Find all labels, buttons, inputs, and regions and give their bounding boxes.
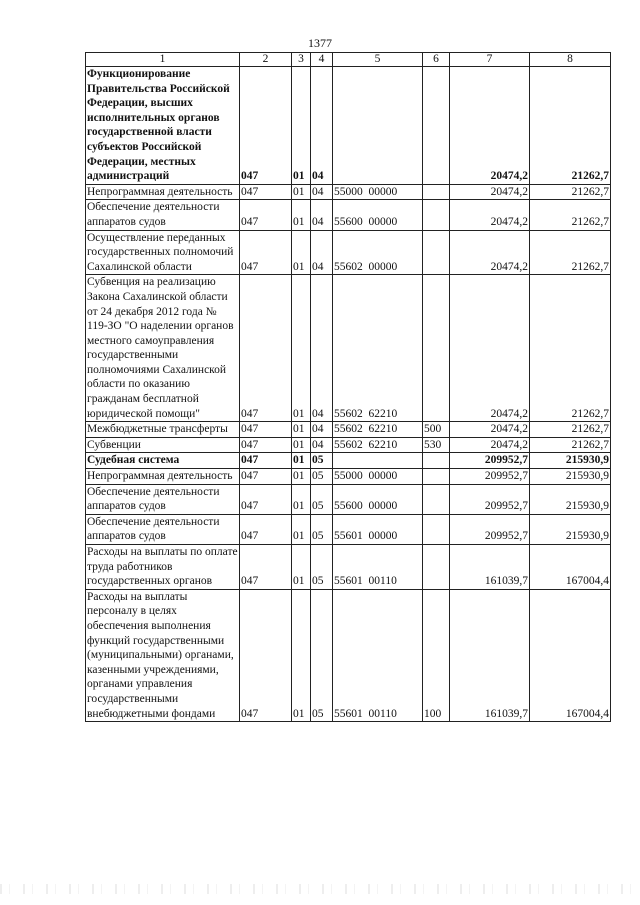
cell-v7: 209952,7 <box>450 514 530 544</box>
cell-csr: 55600 00000 <box>333 200 423 230</box>
column-header: 8 <box>530 53 611 67</box>
cell-vr: 100 <box>423 589 450 721</box>
cell-v8: 21262,7 <box>530 200 611 230</box>
cell-v7: 20474,2 <box>450 422 530 438</box>
cell-csr: 55602 00000 <box>333 230 423 275</box>
cell-v7: 209952,7 <box>450 469 530 485</box>
cell-v7: 161039,7 <box>450 545 530 590</box>
cell-v8: 21262,7 <box>530 422 611 438</box>
cell-pr: 05 <box>311 514 333 544</box>
cell-rz: 01 <box>292 230 311 275</box>
cell-gr: 047 <box>240 437 292 453</box>
cell-v7: 209952,7 <box>450 453 530 469</box>
cell-gr: 047 <box>240 514 292 544</box>
cell-name: Осуществление переданных государственных полномочий Сахалинской области <box>86 230 240 275</box>
cell-gr: 047 <box>240 200 292 230</box>
cell-name: Субвенции <box>86 437 240 453</box>
cell-v8: 21262,7 <box>530 67 611 185</box>
cell-v7: 20474,2 <box>450 275 530 422</box>
cell-name: Непрограммная деятельность <box>86 184 240 200</box>
cell-v8: 167004,4 <box>530 545 611 590</box>
cell-v7: 209952,7 <box>450 484 530 514</box>
cell-v8: 215930,9 <box>530 469 611 485</box>
table-row <box>86 230 611 275</box>
cell-pr: 05 <box>311 453 333 469</box>
table-row <box>86 184 611 200</box>
cell-pr: 04 <box>311 275 333 422</box>
cell-name: Обеспечение деятельности аппаратов судов <box>86 484 240 514</box>
cell-rz: 01 <box>292 200 311 230</box>
cell-rz: 01 <box>292 484 311 514</box>
cell-v8: 21262,7 <box>530 275 611 422</box>
table-row <box>86 422 611 438</box>
cell-v8: 167004,4 <box>530 589 611 721</box>
header-row <box>86 53 611 67</box>
cell-gr: 047 <box>240 184 292 200</box>
table-row <box>86 453 611 469</box>
cell-name: Функционирование Правительства Российской Федерации, высших исполнительных органов государственной власти субъектов Российской Федерации, местных администраций <box>86 67 240 185</box>
cell-pr: 04 <box>311 67 333 185</box>
cell-gr: 047 <box>240 67 292 185</box>
cell-name: Обеспечение деятельности аппаратов судов <box>86 514 240 544</box>
cell-csr <box>333 453 423 469</box>
table-row <box>86 200 611 230</box>
column-header: 6 <box>423 53 450 67</box>
cell-pr: 05 <box>311 589 333 721</box>
cell-gr: 047 <box>240 275 292 422</box>
column-header: 1 <box>86 53 240 67</box>
cell-pr: 04 <box>311 200 333 230</box>
cell-v7: 20474,2 <box>450 437 530 453</box>
cell-csr: 55601 00000 <box>333 514 423 544</box>
cell-name: Расходы на выплаты персоналу в целях обеспечения выполнения функций государственными (муниципальными) органами, казенными учреждениями, органами управления государственными внебюджетными фондами <box>86 589 240 721</box>
cell-v8: 21262,7 <box>530 437 611 453</box>
scan-artifact <box>0 884 640 894</box>
cell-csr: 55600 00000 <box>333 484 423 514</box>
cell-gr: 047 <box>240 469 292 485</box>
cell-vr <box>423 484 450 514</box>
cell-rz: 01 <box>292 422 311 438</box>
cell-rz: 01 <box>292 275 311 422</box>
cell-v7: 20474,2 <box>450 200 530 230</box>
cell-pr: 04 <box>311 230 333 275</box>
cell-name: Субвенция на реализацию Закона Сахалинской области от 24 декабря 2012 года № 119-ЗО "О наделении органов местного самоуправления государственными полномочиями Сахалинской области по оказанию гражданам бесплатной юридической помощи" <box>86 275 240 422</box>
cell-pr: 04 <box>311 437 333 453</box>
cell-rz: 01 <box>292 184 311 200</box>
cell-pr: 05 <box>311 469 333 485</box>
cell-vr <box>423 184 450 200</box>
table-row <box>86 275 611 422</box>
cell-gr: 047 <box>240 422 292 438</box>
cell-vr: 500 <box>423 422 450 438</box>
table-row <box>86 484 611 514</box>
cell-csr: 55602 62210 <box>333 275 423 422</box>
cell-v8: 21262,7 <box>530 184 611 200</box>
cell-vr <box>423 545 450 590</box>
cell-csr: 55602 62210 <box>333 422 423 438</box>
table-row <box>86 67 611 185</box>
cell-v7: 161039,7 <box>450 589 530 721</box>
cell-vr <box>423 67 450 185</box>
cell-name: Судебная система <box>86 453 240 469</box>
cell-v8: 215930,9 <box>530 514 611 544</box>
table-row <box>86 589 611 721</box>
cell-name: Межбюджетные трансферты <box>86 422 240 438</box>
cell-pr: 04 <box>311 422 333 438</box>
column-header: 2 <box>240 53 292 67</box>
cell-pr: 05 <box>311 545 333 590</box>
cell-v8: 215930,9 <box>530 484 611 514</box>
cell-rz: 01 <box>292 453 311 469</box>
cell-name: Обеспечение деятельности аппаратов судов <box>86 200 240 230</box>
cell-v7: 20474,2 <box>450 230 530 275</box>
cell-gr: 047 <box>240 484 292 514</box>
cell-vr: 530 <box>423 437 450 453</box>
cell-pr: 05 <box>311 484 333 514</box>
cell-csr: 55000 00000 <box>333 184 423 200</box>
cell-v8: 215930,9 <box>530 453 611 469</box>
cell-v8: 21262,7 <box>530 230 611 275</box>
cell-pr: 04 <box>311 184 333 200</box>
cell-rz: 01 <box>292 437 311 453</box>
cell-csr: 55000 00000 <box>333 469 423 485</box>
cell-gr: 047 <box>240 230 292 275</box>
cell-rz: 01 <box>292 67 311 185</box>
cell-csr: 55602 62210 <box>333 437 423 453</box>
cell-vr <box>423 469 450 485</box>
cell-rz: 01 <box>292 469 311 485</box>
cell-gr: 047 <box>240 545 292 590</box>
cell-rz: 01 <box>292 514 311 544</box>
cell-v7: 20474,2 <box>450 67 530 185</box>
table-body <box>86 67 611 722</box>
cell-vr <box>423 514 450 544</box>
cell-csr: 55601 00110 <box>333 589 423 721</box>
cell-csr: 55601 00110 <box>333 545 423 590</box>
cell-v7: 20474,2 <box>450 184 530 200</box>
column-header: 7 <box>450 53 530 67</box>
cell-vr <box>423 275 450 422</box>
column-header: 4 <box>311 53 333 67</box>
cell-name: Расходы на выплаты по оплате труда работников государственных органов <box>86 545 240 590</box>
table-row <box>86 437 611 453</box>
cell-vr <box>423 453 450 469</box>
cell-rz: 01 <box>292 545 311 590</box>
cell-gr: 047 <box>240 589 292 721</box>
cell-name: Непрограммная деятельность <box>86 469 240 485</box>
budget-table <box>85 52 611 722</box>
cell-rz: 01 <box>292 589 311 721</box>
table-row <box>86 545 611 590</box>
table-row <box>86 514 611 544</box>
cell-gr: 047 <box>240 453 292 469</box>
page-number: 1377 <box>308 36 332 50</box>
cell-csr <box>333 67 423 185</box>
column-header: 5 <box>333 53 423 67</box>
table-row <box>86 469 611 485</box>
cell-vr <box>423 230 450 275</box>
cell-vr <box>423 200 450 230</box>
column-header: 3 <box>292 53 311 67</box>
